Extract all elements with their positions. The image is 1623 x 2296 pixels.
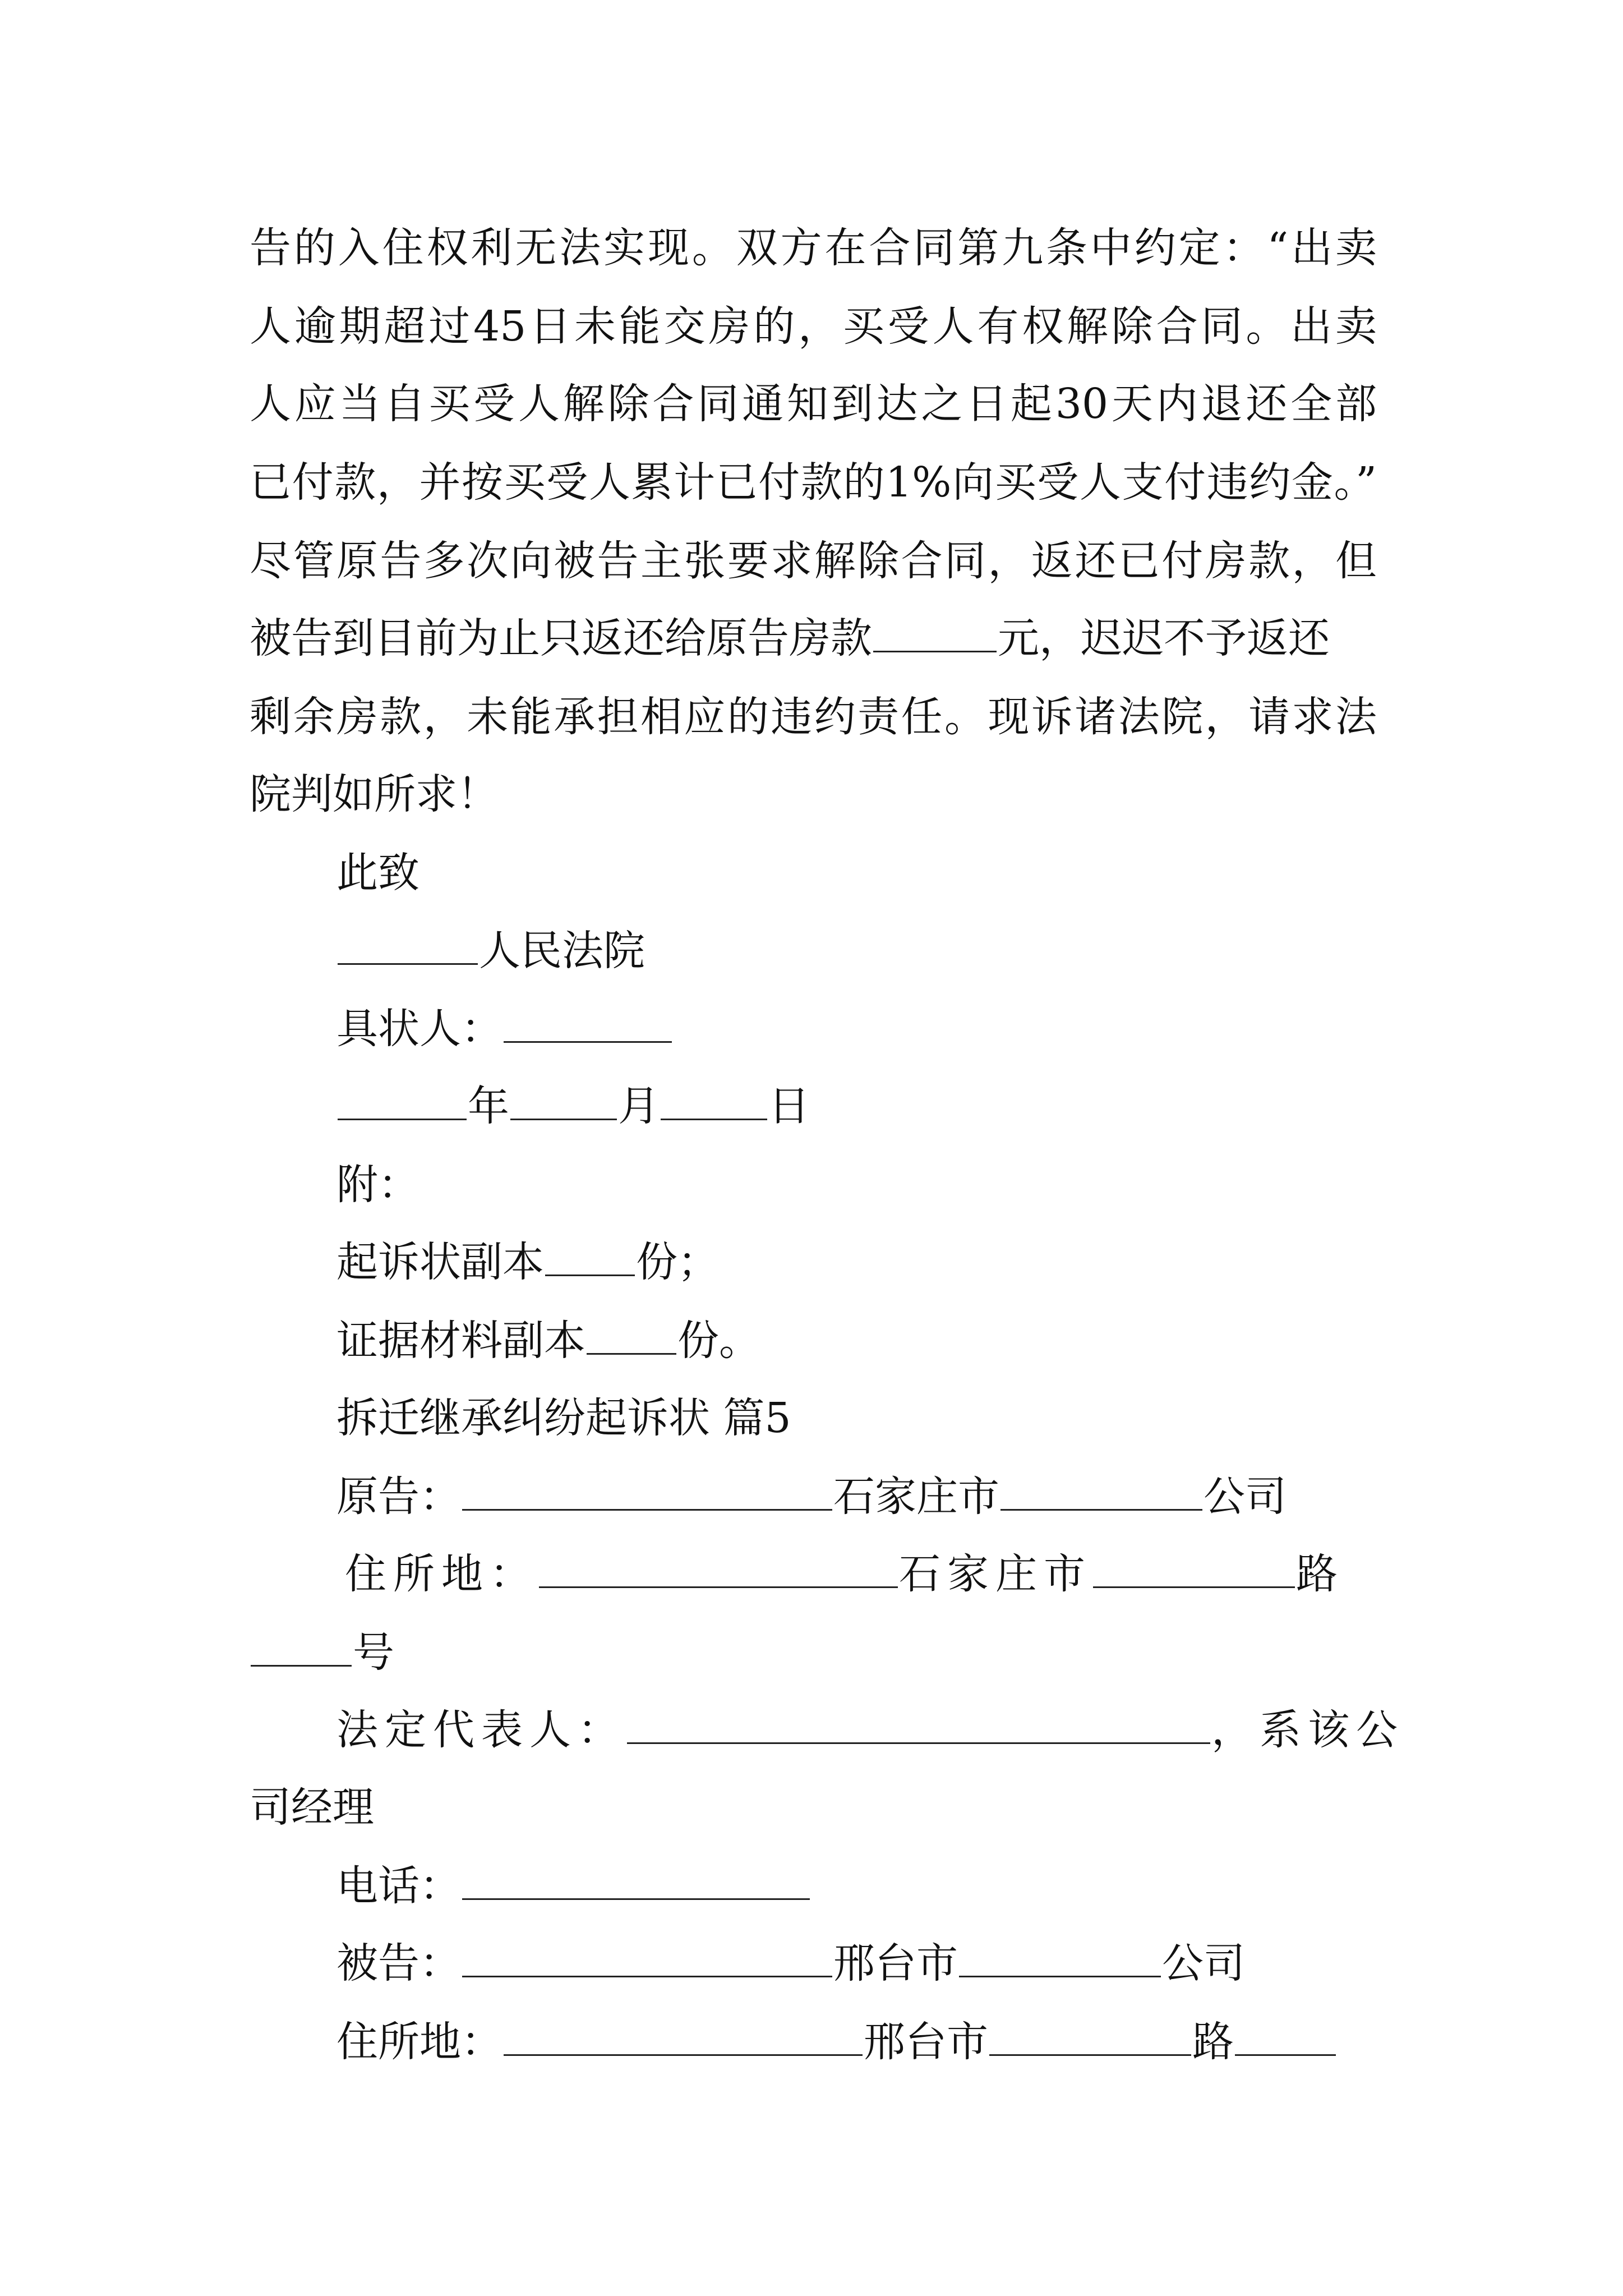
legal-rep-line — [336, 1702, 1404, 1758]
defendant-label: 被告： — [336, 1939, 461, 1987]
attachment-2-suffix: 份。 — [677, 1317, 760, 1365]
plaintiff-city: 石家庄市 — [833, 1473, 999, 1521]
defendant-number-blank — [1235, 2019, 1336, 2056]
section-heading: 拆迁继承纠纷起诉状 篇5 — [336, 1394, 791, 1442]
day-blank — [661, 1084, 767, 1120]
defendant-company: 公司 — [1162, 1939, 1245, 1987]
paragraph-line-6-text: 被告到目前为止只返还给原告房款 — [250, 614, 872, 662]
year-blank — [338, 1084, 467, 1120]
defendant-address-label: 住所地： — [336, 2018, 502, 2066]
plaintiff-address-city: 石家庄市 — [899, 1550, 1092, 1598]
phone-line — [336, 1858, 1380, 1914]
attachment-1 — [336, 1234, 1380, 1290]
legal-rep-suffix: ，系该公 — [1211, 1706, 1404, 1754]
plaintiff-number-line — [250, 1625, 1377, 1681]
attachment-2 — [336, 1313, 1380, 1369]
salutation: 此致 — [336, 849, 419, 897]
attachment-2-blank — [587, 1318, 676, 1355]
month-label: 月 — [618, 1082, 660, 1130]
refund-amount-blank — [873, 616, 997, 652]
defendant-line — [336, 1935, 1380, 1991]
paragraph-line-1: 告的入住权利无法实现。双方在合同第九条中约定：“出卖 — [250, 224, 1377, 272]
attachment-label: 附： — [336, 1161, 419, 1209]
defendant-address-city: 邢台市 — [864, 2018, 988, 2066]
plaintiff-number-blank — [251, 1630, 352, 1667]
defendant-city: 邢台市 — [833, 1939, 958, 1987]
defendant-road-blank — [989, 2019, 1191, 2056]
defendant-address-blank — [504, 2019, 863, 2056]
phone-blank — [462, 1864, 810, 1900]
paragraph-line-5: 尽管原告多次向被告主张要求解除合同，返还已付房款，但 — [250, 537, 1377, 585]
paragraph-line-6 — [250, 610, 1377, 666]
plaintiff-road-blank — [1093, 1552, 1295, 1588]
attachment-2-label: 证据材料副本 — [336, 1317, 585, 1365]
plaintiff-signature-label: 具状人： — [336, 1005, 502, 1053]
legal-rep-continuation: 司经理 — [250, 1783, 374, 1832]
paragraph-line-7: 剩余房款，未能承担相应的违约责任。现诉诸法院，请求法 — [250, 693, 1377, 741]
phone-label: 电话： — [336, 1862, 461, 1910]
court-label: 人民法院 — [479, 927, 645, 975]
paragraph-line-6-tail: 元，迟迟不予返还 — [998, 614, 1330, 662]
plaintiff-signature-line — [336, 1001, 1380, 1057]
plaintiff-address-label: 住所地： — [345, 1550, 538, 1598]
court-name-blank — [338, 928, 478, 965]
paragraph-line-3: 人应当自买受人解除合同通知到达之日起30天内退还全部 — [250, 380, 1377, 428]
plaintiff-number-label: 号 — [353, 1628, 394, 1677]
plaintiff-address-blank — [539, 1552, 898, 1588]
paragraph-line-2: 人逾期超过45日未能交房的，买受人有权解除合同。出卖 — [250, 302, 1377, 351]
defendant-company-blank — [959, 1941, 1161, 1977]
month-blank — [510, 1084, 617, 1120]
plaintiff-company-blank — [1000, 1474, 1202, 1511]
attachment-1-blank — [545, 1240, 635, 1276]
paragraph-line-4: 已付款，并按买受人累计已付款的1%向买受人支付违约金。” — [250, 458, 1377, 507]
plaintiff-label: 原告： — [336, 1473, 461, 1521]
plaintiff-name-blank — [462, 1474, 832, 1511]
attachment-1-suffix: 份； — [636, 1238, 719, 1286]
legal-rep-label: 法定代表人： — [336, 1706, 626, 1754]
court-line — [336, 923, 1380, 979]
defendant-address-line — [336, 2014, 1380, 2070]
year-label: 年 — [468, 1082, 509, 1130]
attachment-1-label: 起诉状副本 — [336, 1238, 544, 1286]
defendant-road-label: 路 — [1192, 2018, 1234, 2066]
defendant-name-blank — [462, 1941, 832, 1977]
paragraph-line-8: 院判如所求！ — [250, 770, 499, 818]
legal-rep-blank — [627, 1708, 1210, 1744]
day-label: 日 — [768, 1082, 810, 1130]
plaintiff-address-line — [345, 1546, 1388, 1602]
plaintiff-line — [336, 1469, 1380, 1525]
date-line — [336, 1078, 1380, 1134]
plaintiff-road-label: 路 — [1296, 1550, 1344, 1598]
plaintiff-signature-blank — [504, 1006, 672, 1043]
plaintiff-company: 公司 — [1204, 1473, 1287, 1521]
